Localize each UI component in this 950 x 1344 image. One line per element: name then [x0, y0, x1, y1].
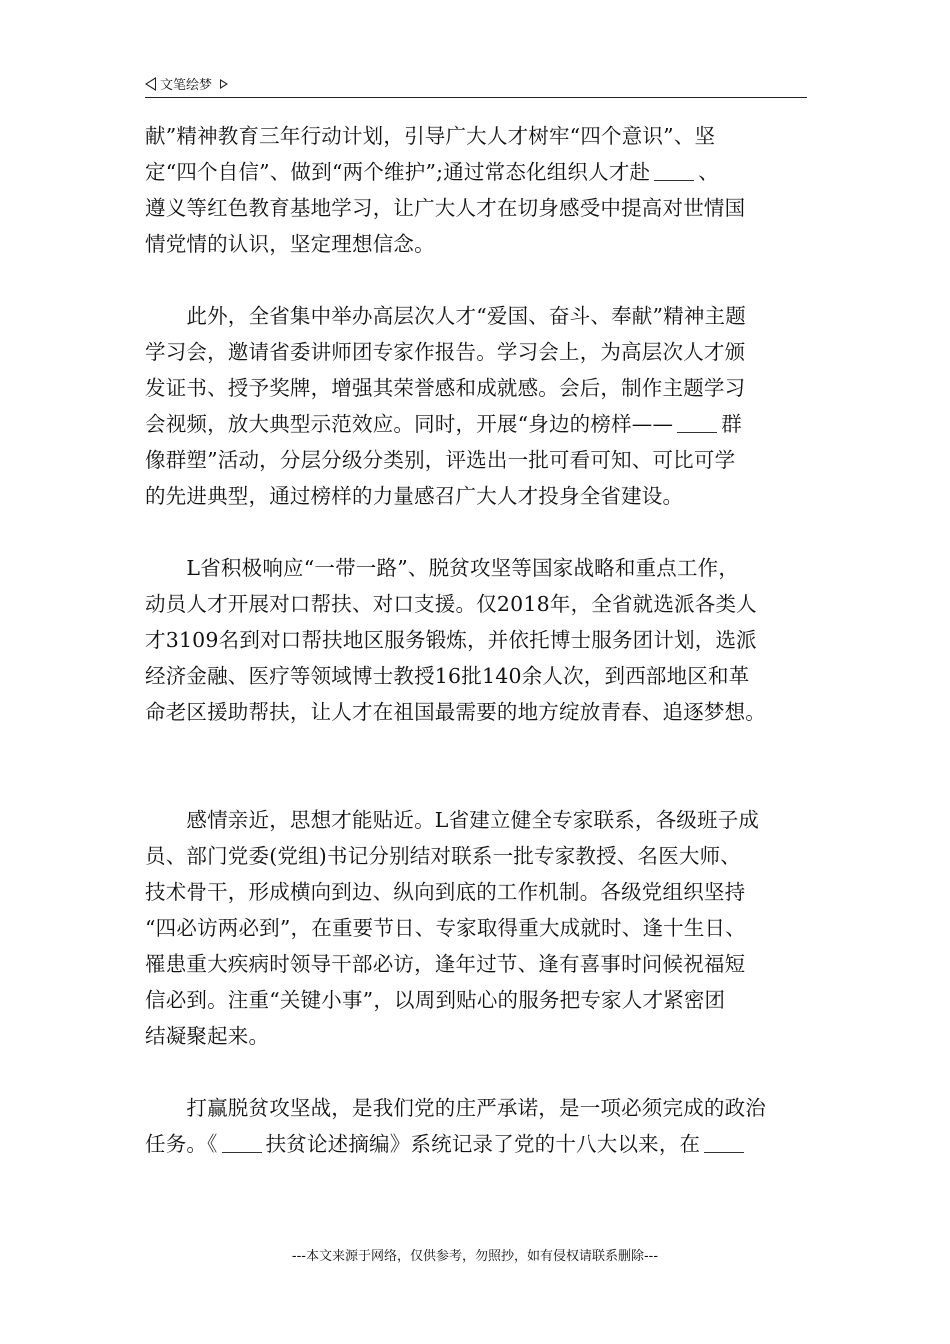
line-text: 罹患重大疾病时领导干部必访，逢年过节、逢有喜事时问候祝福短 — [145, 952, 746, 976]
line-text: 学习会，邀请省委讲师团专家作报告。学习会上，为高层次人才颁 — [145, 340, 746, 364]
line-text: 技术骨干，形成横向到边、纵向到底的工作机制。各级党组织坚持 — [145, 880, 746, 904]
paragraph — [145, 550, 807, 730]
paragraph-gap — [145, 1054, 807, 1090]
triangle-left-icon — [145, 77, 156, 91]
text-line — [145, 658, 807, 694]
line-text-tail: 扶贫论述摘编》系统记录了党的十八大以来，在 — [265, 1132, 701, 1156]
line-text: 定“四个自信”、做到“两个维护”;通过常态化组织人才赴 — [145, 160, 651, 184]
line-text: 感情亲近，思想才能贴近。L省建立健全专家联系，各级班子成 — [145, 808, 760, 832]
line-text: 命老区援助帮扶，让人才在祖国最需要的地方绽放青春、追逐梦想。 — [145, 700, 766, 724]
line-text: 情党情的认识，坚定理想信念。 — [145, 232, 435, 256]
text-line — [145, 298, 807, 334]
text-line — [145, 154, 807, 190]
paragraph — [145, 1090, 807, 1162]
text-line — [145, 838, 807, 874]
text-line — [145, 370, 807, 406]
blank-underline — [704, 1132, 744, 1153]
text-line — [145, 622, 807, 658]
text-line — [145, 874, 807, 910]
paragraph — [145, 118, 807, 262]
line-text: 献”精神教育三年行动计划，引导广大人才树牢“四个意识”、坚 — [145, 124, 716, 148]
footer-disclaimer: ---本文来源于网络，仅供参考，勿照抄，如有侵权请联系删除--- — [291, 1249, 659, 1264]
line-text: 遵义等红色教育基地学习，让广大人才在切身感受中提高对世情国 — [145, 196, 746, 220]
line-text-tail: 群 — [721, 412, 742, 436]
text-line — [145, 946, 807, 982]
line-text-tail: 、 — [698, 160, 719, 184]
line-text: 的先进典型，通过榜样的力量感召广大人才投身全省建设。 — [145, 484, 684, 508]
paragraph-gap — [145, 730, 807, 802]
brand — [145, 74, 228, 93]
line-text: 经济金融、医疗等领域博士教授16批140余人次，到西部地区和革 — [145, 664, 750, 688]
header-rule — [145, 97, 807, 98]
line-text: 员、部门党委(党组)书记分别结对联系一批专家教授、名医大师、 — [145, 844, 741, 868]
line-text: “四必访两必到”，在重要节日、专家取得重大成就时、逢十生日、 — [145, 916, 746, 940]
paragraph-gap — [145, 514, 807, 550]
line-text: 动员人才开展对口帮扶、对口支援。仅2018年，全省就选派各类人 — [145, 592, 757, 616]
line-text: 才3109名到对口帮扶地区服务锻炼，并依托博士服务团计划，选派 — [145, 628, 757, 652]
text-line — [145, 226, 807, 262]
triangle-right-icon — [220, 79, 228, 89]
blank-underline — [654, 160, 694, 181]
text-line — [145, 442, 807, 478]
line-text: 结凝聚起来。 — [145, 1024, 270, 1048]
text-line — [145, 550, 807, 586]
line-text: 打赢脱贫攻坚战，是我们党的庄严承诺，是一项必须完成的政治 — [145, 1096, 766, 1120]
document-body — [145, 118, 807, 1162]
text-line — [145, 334, 807, 370]
text-line — [145, 478, 807, 514]
blank-underline — [222, 1132, 262, 1153]
text-line — [145, 586, 807, 622]
line-text: 信必到。注重“关键小事”，以周到贴心的服务把专家人才紧密团 — [145, 988, 726, 1012]
text-line — [145, 118, 807, 154]
text-line — [145, 694, 807, 730]
line-text: L省积极响应“一带一路”、脱贫攻坚等国家战略和重点工作， — [145, 556, 740, 580]
page-header — [145, 72, 807, 98]
text-line — [145, 406, 807, 442]
text-line — [145, 982, 807, 1018]
text-line — [145, 910, 807, 946]
line-text: 发证书、授予奖牌，增强其荣誉感和成就感。会后，制作主题学习 — [145, 376, 746, 400]
line-text: 会视频，放大典型示范效应。同时，开展“身边的榜样—— — [145, 412, 674, 436]
text-line — [145, 1126, 807, 1162]
line-text: 任务。《 — [145, 1132, 218, 1156]
brand-name: 文笔绘梦 — [160, 78, 213, 93]
paragraph — [145, 298, 807, 514]
paragraph-gap — [145, 262, 807, 298]
text-line — [145, 802, 807, 838]
text-line — [145, 190, 807, 226]
line-text: 像群塑”活动，分层分级分类别，评选出一批可看可知、可比可学 — [145, 448, 736, 472]
text-line — [145, 1018, 807, 1054]
line-text: 此外，全省集中举办高层次人才“爱国、奋斗、奉献”精神主题 — [145, 304, 746, 328]
paragraph — [145, 802, 807, 1054]
blank-underline — [677, 412, 717, 433]
text-line — [145, 1090, 807, 1126]
